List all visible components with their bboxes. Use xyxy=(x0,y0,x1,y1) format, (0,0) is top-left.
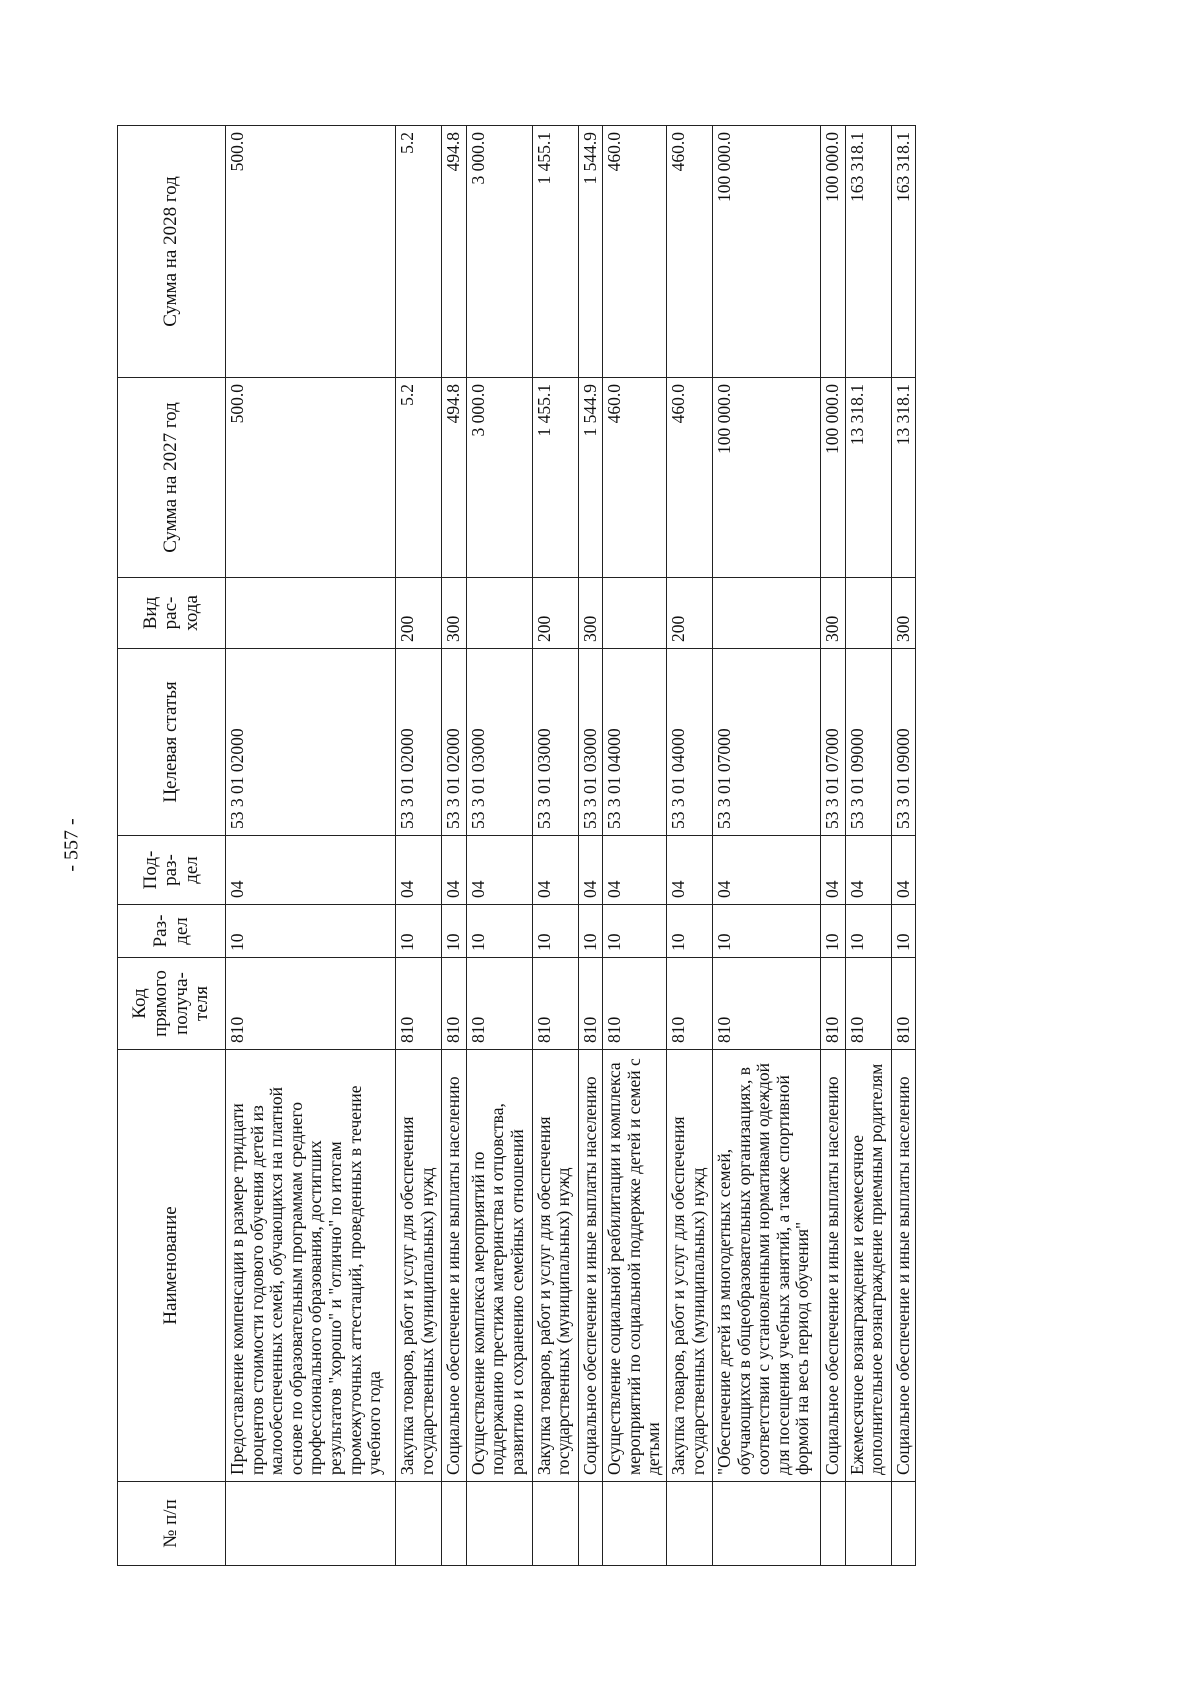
table-row xyxy=(466,126,532,1566)
cell-sum-2028: 500.0 xyxy=(226,126,396,378)
cell-recipient: 810 xyxy=(845,958,891,1050)
cell-section: 10 xyxy=(226,905,396,958)
cell-recipient: 810 xyxy=(891,958,916,1050)
cell-target: 53 3 01 03000 xyxy=(466,649,532,836)
cell-target: 53 3 01 02000 xyxy=(396,649,442,836)
cell-target: 53 3 01 07000 xyxy=(820,649,845,836)
cell-num xyxy=(466,1482,532,1566)
cell-target: 53 3 01 03000 xyxy=(532,649,578,836)
cell-section: 10 xyxy=(466,905,532,958)
cell-name: Закупка товаров, работ и услуг для обеспечения государственных (муниципальных) нужд xyxy=(666,1050,712,1482)
header-target: Целевая статья xyxy=(118,649,226,836)
cell-sum-2028: 494.8 xyxy=(442,126,467,378)
table-row xyxy=(666,126,712,1566)
cell-recipient: 810 xyxy=(666,958,712,1050)
cell-target: 53 3 01 09000 xyxy=(845,649,891,836)
cell-recipient: 810 xyxy=(396,958,442,1050)
table-row xyxy=(226,126,396,1566)
cell-name: Закупка товаров, работ и услуг для обеспечения государственных (муниципальных) нужд xyxy=(396,1050,442,1482)
cell-expense-type: 300 xyxy=(891,578,916,649)
cell-sum-2027: 1 455.1 xyxy=(532,378,578,578)
cell-name: Социальное обеспечение и иные выплаты населению xyxy=(820,1050,845,1482)
header-recipient: Код прямого получа-теля xyxy=(118,958,226,1050)
cell-expense-type: 200 xyxy=(666,578,712,649)
cell-sum-2027: 5.2 xyxy=(396,378,442,578)
cell-num xyxy=(396,1482,442,1566)
cell-num xyxy=(226,1482,396,1566)
table-row xyxy=(845,126,891,1566)
cell-name: Предоставление компенсации в размере тридцати процентов стоимости годового обучения детей из малообеспеченных семей, обучающихся на платной основе по образовательным программам среднего профессионального образования, достигших результатов "хорошо" и "отлично" по итогам промежуточных аттестаций, проведенных в течение учебного года xyxy=(226,1050,396,1482)
cell-section: 10 xyxy=(845,905,891,958)
cell-sum-2028: 5.2 xyxy=(396,126,442,378)
budget-table xyxy=(117,125,916,1566)
cell-sum-2028: 1 544.9 xyxy=(578,126,603,378)
cell-recipient: 810 xyxy=(466,958,532,1050)
cell-name: Социальное обеспечение и иные выплаты населению xyxy=(442,1050,467,1482)
cell-num xyxy=(845,1482,891,1566)
cell-sum-2028: 3 000.0 xyxy=(466,126,532,378)
cell-sum-2028: 163 318.1 xyxy=(845,126,891,378)
cell-target: 53 3 01 09000 xyxy=(891,649,916,836)
cell-section: 10 xyxy=(603,905,667,958)
table-header-row xyxy=(118,126,226,1566)
header-name: Наименование xyxy=(118,1050,226,1482)
table-row xyxy=(396,126,442,1566)
cell-num xyxy=(532,1482,578,1566)
cell-section: 10 xyxy=(891,905,916,958)
cell-expense-type xyxy=(603,578,667,649)
cell-sum-2028: 1 455.1 xyxy=(532,126,578,378)
cell-target: 53 3 01 02000 xyxy=(226,649,396,836)
header-expense-type: Вид рас-хода xyxy=(118,578,226,649)
header-num: № п/п xyxy=(118,1482,226,1566)
cell-section: 10 xyxy=(396,905,442,958)
cell-section: 10 xyxy=(532,905,578,958)
cell-expense-type: 200 xyxy=(396,578,442,649)
cell-expense-type xyxy=(226,578,396,649)
cell-num xyxy=(442,1482,467,1566)
table-row xyxy=(891,126,916,1566)
cell-name: Закупка товаров, работ и услуг для обеспечения государственных (муниципальных) нужд xyxy=(532,1050,578,1482)
cell-num xyxy=(578,1482,603,1566)
table-row xyxy=(603,126,667,1566)
cell-section: 10 xyxy=(666,905,712,958)
cell-subsection: 04 xyxy=(396,836,442,905)
cell-sum-2028: 460.0 xyxy=(603,126,667,378)
cell-expense-type xyxy=(712,578,820,649)
cell-subsection: 04 xyxy=(666,836,712,905)
cell-subsection: 04 xyxy=(603,836,667,905)
cell-subsection: 04 xyxy=(845,836,891,905)
cell-num xyxy=(712,1482,820,1566)
page-number: - 557 - xyxy=(60,818,83,872)
cell-sum-2027: 13 318.1 xyxy=(891,378,916,578)
cell-sum-2027: 460.0 xyxy=(603,378,667,578)
cell-sum-2027: 100 000.0 xyxy=(820,378,845,578)
cell-sum-2027: 460.0 xyxy=(666,378,712,578)
cell-expense-type: 300 xyxy=(442,578,467,649)
rotated-page-content xyxy=(117,126,1037,1566)
cell-section: 10 xyxy=(712,905,820,958)
cell-expense-type xyxy=(845,578,891,649)
cell-num xyxy=(603,1482,667,1566)
cell-recipient: 810 xyxy=(603,958,667,1050)
cell-section: 10 xyxy=(578,905,603,958)
cell-subsection: 04 xyxy=(442,836,467,905)
cell-sum-2027: 1 544.9 xyxy=(578,378,603,578)
cell-target: 53 3 01 02000 xyxy=(442,649,467,836)
header-sum-2027: Сумма на 2027 год xyxy=(118,378,226,578)
cell-recipient: 810 xyxy=(820,958,845,1050)
cell-recipient: 810 xyxy=(532,958,578,1050)
cell-recipient: 810 xyxy=(578,958,603,1050)
cell-sum-2028: 100 000.0 xyxy=(712,126,820,378)
cell-name: Ежемесячное вознаграждение и ежемесячное дополнительное вознаграждение приемным родителям xyxy=(845,1050,891,1482)
cell-name: Социальное обеспечение и иные выплаты населению xyxy=(891,1050,916,1482)
cell-num xyxy=(820,1482,845,1566)
cell-expense-type: 200 xyxy=(532,578,578,649)
cell-name: Осуществление социальной реабилитации и комплекса мероприятий по социальной поддержке детей и семей с детьми xyxy=(603,1050,667,1482)
cell-recipient: 810 xyxy=(226,958,396,1050)
cell-target: 53 3 01 04000 xyxy=(666,649,712,836)
table-row xyxy=(442,126,467,1566)
header-section: Раз-дел xyxy=(118,905,226,958)
cell-section: 10 xyxy=(820,905,845,958)
table-row xyxy=(820,126,845,1566)
cell-sum-2028: 460.0 xyxy=(666,126,712,378)
cell-name: Осуществление комплекса мероприятий по поддержанию престижа материнства и отцовства, развитию и сохранению семейных отношений xyxy=(466,1050,532,1482)
cell-sum-2027: 494.8 xyxy=(442,378,467,578)
cell-expense-type: 300 xyxy=(578,578,603,649)
cell-subsection: 04 xyxy=(532,836,578,905)
table-row xyxy=(712,126,820,1566)
cell-subsection: 04 xyxy=(578,836,603,905)
header-sum-2028: Сумма на 2028 год xyxy=(118,126,226,378)
cell-recipient: 810 xyxy=(442,958,467,1050)
cell-num xyxy=(666,1482,712,1566)
cell-expense-type xyxy=(466,578,532,649)
cell-name: Социальное обеспечение и иные выплаты населению xyxy=(578,1050,603,1482)
cell-sum-2027: 100 000.0 xyxy=(712,378,820,578)
cell-name: "Обеспечение детей из многодетных семей, обучающихся в общеобразовательных организациях, в соответствии с установленными нормативами одеждой для посещения учебных занятий, а также спортивной формой на весь период обучения" xyxy=(712,1050,820,1482)
cell-sum-2028: 100 000.0 xyxy=(820,126,845,378)
table-row xyxy=(578,126,603,1566)
cell-subsection: 04 xyxy=(226,836,396,905)
table-row xyxy=(532,126,578,1566)
header-subsection: Под-раз-дел xyxy=(118,836,226,905)
cell-section: 10 xyxy=(442,905,467,958)
cell-sum-2027: 500.0 xyxy=(226,378,396,578)
cell-recipient: 810 xyxy=(712,958,820,1050)
cell-subsection: 04 xyxy=(466,836,532,905)
cell-target: 53 3 01 04000 xyxy=(603,649,667,836)
cell-sum-2027: 13 318.1 xyxy=(845,378,891,578)
cell-sum-2028: 163 318.1 xyxy=(891,126,916,378)
cell-target: 53 3 01 07000 xyxy=(712,649,820,836)
cell-target: 53 3 01 03000 xyxy=(578,649,603,836)
cell-sum-2027: 3 000.0 xyxy=(466,378,532,578)
cell-subsection: 04 xyxy=(712,836,820,905)
cell-subsection: 04 xyxy=(820,836,845,905)
cell-expense-type: 300 xyxy=(820,578,845,649)
cell-subsection: 04 xyxy=(891,836,916,905)
cell-num xyxy=(891,1482,916,1566)
